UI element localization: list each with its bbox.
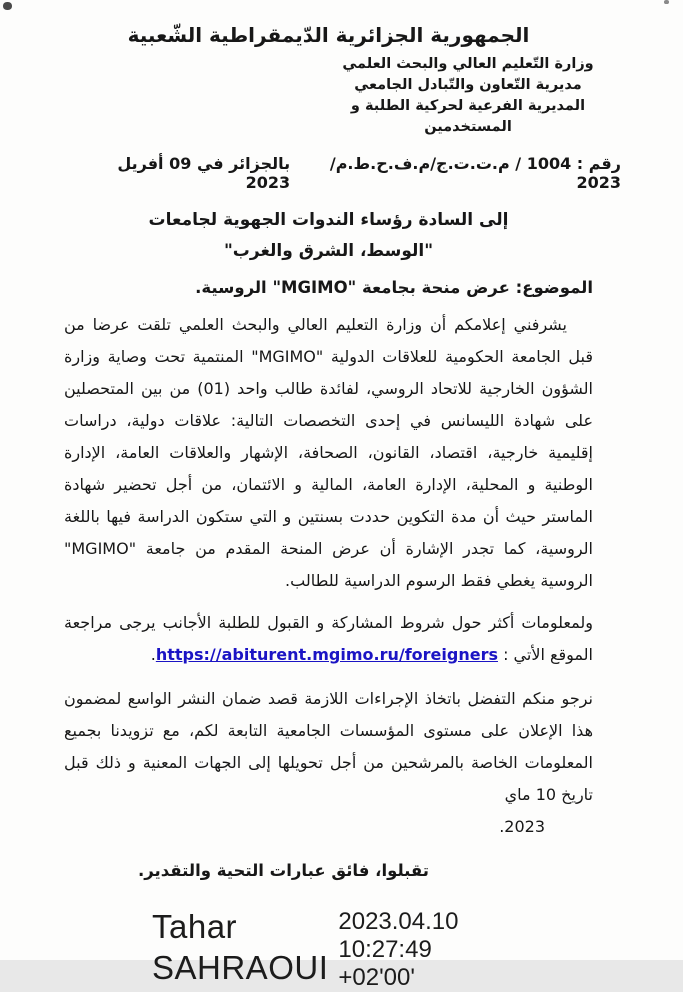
scan-artifact-speck	[3, 2, 12, 10]
recipient-line1: إلى السادة رؤساء الندوات الجهوية لجامعات	[148, 210, 509, 230]
signature-timezone: +02'00'	[338, 964, 415, 991]
subject-line: الموضوع: عرض منحة بجامعة "MGIMO" الروسية.	[195, 278, 593, 297]
recipient-line2: "الوسط، الشرق والغرب"	[223, 241, 434, 261]
directorate-line: مديرية التّعاون والتّبادل الجامعي	[354, 77, 582, 93]
sub-directorate-line: المديرية الفرعية لحركية الطلبة و المستخدمين	[350, 98, 586, 135]
reference-row	[74, 154, 621, 192]
recipient-block	[64, 210, 593, 261]
paragraph2-text: ولمعلومات أكثر حول شروط المشاركة و القبول للطلبة الأجانب يرجى مراجعة الموقع الأتي :	[64, 613, 593, 664]
mgimo-foreigners-link[interactable]: https://abiturent.mgimo.ru/foreigners	[155, 645, 498, 664]
scan-artifact-speck	[664, 0, 669, 4]
body-paragraph-3: نرجو منكم التفضل باتخاذ الإجراءات اللازمة قصد ضمان النشر الواسع لمضمون هذا الإعلان على مستوى المؤسسات الجامعية التابعة لكم، مع تزويدنا بجميع المعلومات الخاصة بالمرشحين من أجل تحويلها إلى الجهات المعنية و ذلك قبل تاريخ 10 ماي	[64, 689, 593, 804]
signature-timestamp	[338, 906, 458, 992]
body-paragraph-2	[64, 607, 593, 671]
ministry-header-block	[318, 54, 618, 138]
signature-time: 10:27:49	[338, 936, 432, 963]
signature-date: 2023.04.10	[338, 908, 459, 935]
republic-title: الجمهورية الجزائرية الدّيمقراطية الشّعبية	[127, 23, 530, 47]
body-paragraph-1: يشرفني إعلامكم أن وزارة التعليم العالي والبحث العلمي تلقت عرضا من قبل الجامعة الحكومية للعلاقات الدولية "MGIMO" المنتمية تحت وصاية وزارة الشؤون الخارجية للاتحاد الروسي، لفائدة طالب واحد (01) من بين المتحصلين على شهادة الليسانس في إحدى التخصصات التالية: علاقات دولية، دراسات إقليمية خارجية، اقتصاد، القانون، الصحافة، الإشهار والعلاقات العامة، الإدارة الوطنية و المحلية، الإدارة العامة، المالية و الائتمان، من أجل تحضير شهادة الماستر حيث أن مدة التكوين حددت بسنتين و التي ستكون الدراسة فيها باللغة الروسية، كما تجدر الإشارة أن عرض المنحة المقدم من جامعة "MGIMO" الروسية يغطي فقط الرسوم الدراسية للطالب.	[64, 315, 593, 590]
paragraph2-period: .	[150, 645, 156, 664]
signer-last-name: SAHRAOUI	[152, 949, 329, 986]
closing-salutation: تقبلوا، فائق عبارات التحية والتقدير.	[138, 861, 429, 880]
ministry-line: وزارة التّعليم العالي والبحث العلمي	[342, 56, 594, 72]
place-and-date: بالجزائر في 09 أفريل 2023	[117, 154, 291, 192]
reference-number: رقم : 1004 / م.ت.ت.ج/م.ف.ح.ط.م/ 2023	[329, 154, 621, 192]
digital-signature-block	[152, 906, 593, 992]
paragraph3-last-line: 2023.	[499, 817, 545, 836]
signer-name	[152, 906, 328, 988]
signer-first-name: Tahar	[152, 908, 238, 945]
